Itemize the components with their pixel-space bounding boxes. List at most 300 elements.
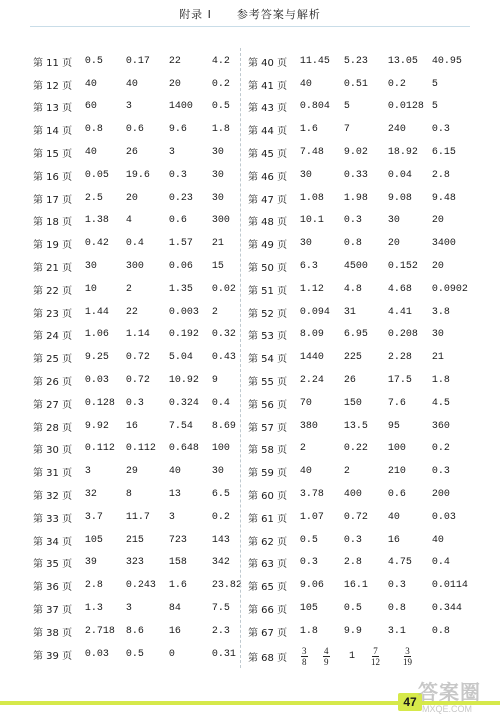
answer-value: 6.5 — [211, 489, 230, 501]
answer-value: 30 — [211, 169, 224, 181]
page-label: 第 39 页 — [33, 650, 73, 662]
answer-value: 105 — [299, 603, 318, 615]
answer-row — [33, 483, 253, 506]
answer-value: 2.8 — [431, 169, 450, 181]
answer-value: 0.06 — [168, 261, 193, 273]
answer-value: 0.112 — [125, 443, 156, 455]
answer-value: 32 — [84, 489, 97, 501]
answer-value: 70 — [299, 397, 312, 409]
answer-value: 4500 — [343, 261, 368, 273]
answer-row-fractions — [248, 643, 468, 671]
answer-value: 143 — [211, 534, 230, 546]
answer-value: 3400 — [431, 238, 456, 250]
answer-value: 30 — [84, 261, 97, 273]
page-label: 第 33 页 — [33, 513, 73, 525]
answer-value: 2.718 — [84, 625, 115, 637]
page-number: 47 — [398, 693, 422, 711]
answer-value: 4 — [125, 215, 132, 227]
fraction — [403, 646, 412, 667]
answer-value: 0.324 — [168, 397, 199, 409]
fraction-cell — [301, 646, 323, 667]
answer-value: 10.92 — [168, 375, 199, 387]
fraction-cell — [403, 646, 433, 667]
answer-value: 0.03 — [431, 511, 456, 523]
answer-value: 40 — [84, 78, 97, 90]
answer-row — [33, 210, 253, 233]
answer-value: 20 — [431, 261, 444, 273]
answer-value: 1.57 — [168, 238, 193, 250]
answer-row — [33, 438, 253, 461]
header-rule — [30, 26, 470, 27]
answer-row — [248, 232, 468, 255]
answer-value: 0.8 — [343, 238, 362, 250]
answer-value: 7 — [343, 124, 350, 136]
answer-row — [33, 187, 253, 210]
answer-row — [248, 255, 468, 278]
answer-value: 0.8 — [431, 625, 450, 637]
page-label: 第 50 页 — [248, 263, 288, 275]
page-label: 第 18 页 — [33, 217, 73, 229]
page-label: 第 60 页 — [248, 491, 288, 503]
fraction-denominator: 8 — [302, 657, 307, 668]
answer-value: 30 — [299, 169, 312, 181]
answer-value: 2.28 — [387, 352, 412, 364]
answer-value: 2 — [125, 283, 132, 295]
answer-value: 0.3 — [431, 466, 450, 478]
answer-value: 26 — [343, 375, 356, 387]
page-label: 第 54 页 — [248, 354, 288, 366]
answer-value: 30 — [211, 466, 224, 478]
answer-row — [33, 415, 253, 438]
answer-value: 2.24 — [299, 375, 324, 387]
answer-value: 1.98 — [343, 192, 368, 204]
answer-row — [248, 460, 468, 483]
page-label: 第 48 页 — [248, 217, 288, 229]
answer-value: 0.4 — [211, 397, 230, 409]
answer-value: 0 — [168, 648, 175, 660]
fraction-cell — [323, 646, 349, 667]
answer-value: 16 — [125, 420, 138, 432]
answer-value: 0.22 — [343, 443, 368, 455]
answer-value: 0.3 — [431, 124, 450, 136]
answer-value: 0.51 — [343, 78, 368, 90]
page-label: 第 55 页 — [248, 377, 288, 389]
page-label: 第 61 页 — [248, 513, 288, 525]
answer-value: 0.32 — [211, 329, 236, 341]
answer-value: 323 — [125, 557, 144, 569]
answer-value: 200 — [431, 489, 450, 501]
answer-row — [33, 529, 253, 552]
page-label: 第 12 页 — [33, 80, 73, 92]
answer-value: 1.06 — [84, 329, 109, 341]
answer-value: 9.02 — [343, 147, 368, 159]
page-label: 第 66 页 — [248, 605, 288, 617]
answer-row — [33, 73, 253, 96]
answer-value: 0.128 — [84, 397, 115, 409]
answer-value: 0.6 — [125, 124, 144, 136]
answer-row — [33, 50, 253, 73]
answer-value: 16.1 — [343, 580, 368, 592]
answer-value: 0.2 — [211, 511, 230, 523]
watermark-logo — [418, 676, 498, 718]
page-label: 第 56 页 — [248, 399, 288, 411]
page-label: 第 14 页 — [33, 126, 73, 138]
answer-value: 9.06 — [299, 580, 324, 592]
answer-value: 0.8 — [84, 124, 103, 136]
answer-value: 100 — [211, 443, 230, 455]
answer-value: 380 — [299, 420, 318, 432]
answer-value: 5 — [431, 78, 438, 90]
answer-value: 0.648 — [168, 443, 199, 455]
page-label: 第 32 页 — [33, 491, 73, 503]
answer-value: 40 — [299, 466, 312, 478]
page-label: 第 65 页 — [248, 582, 288, 594]
answer-value: 6.3 — [299, 261, 318, 273]
answer-value: 0.04 — [387, 169, 412, 181]
answer-row — [33, 141, 253, 164]
page-label: 第 21 页 — [33, 263, 73, 275]
page-label: 第 37 页 — [33, 605, 73, 617]
answer-value: 7.5 — [211, 603, 230, 615]
answer-value: 0.0902 — [431, 283, 468, 295]
answer-row — [248, 346, 468, 369]
answer-value: 9.92 — [84, 420, 109, 432]
answer-value: 4.75 — [387, 557, 412, 569]
answer-value: 150 — [343, 397, 362, 409]
answer-value: 9.25 — [84, 352, 109, 364]
answer-row — [248, 324, 468, 347]
answer-value: 2 — [343, 466, 350, 478]
page-label: 第 52 页 — [248, 308, 288, 320]
answer-value: 23.82 — [211, 580, 242, 592]
fraction-denominator: 9 — [324, 657, 329, 668]
answer-value: 6.95 — [343, 329, 368, 341]
answer-value: 20 — [387, 238, 400, 250]
page-label: 第 68 页 — [248, 653, 288, 665]
answer-value: 1440 — [299, 352, 324, 364]
answer-value: 3 — [125, 101, 132, 113]
answer-value: 21 — [211, 238, 224, 250]
column-divider — [240, 48, 241, 668]
answer-value: 11.7 — [125, 511, 150, 523]
answer-value: 29 — [125, 466, 138, 478]
page-label: 第 26 页 — [33, 377, 73, 389]
answer-value: 1.38 — [84, 215, 109, 227]
answer-row — [248, 574, 468, 597]
answer-value: 723 — [168, 534, 187, 546]
answer-value: 0.4 — [431, 557, 450, 569]
answer-value: 0.094 — [299, 306, 330, 318]
page-label: 第 24 页 — [33, 331, 73, 343]
answer-row — [33, 369, 253, 392]
page-label: 第 62 页 — [248, 536, 288, 548]
answer-value: 0.03 — [84, 375, 109, 387]
answer-row — [33, 278, 253, 301]
answer-value: 7.48 — [299, 147, 324, 159]
answer-row — [33, 643, 253, 666]
answer-value: 15 — [211, 261, 224, 273]
answer-row — [248, 506, 468, 529]
answer-value: 16 — [387, 534, 400, 546]
answer-value: 19.6 — [125, 169, 150, 181]
answer-value: 0.4 — [125, 238, 144, 250]
answer-value: 0.2 — [387, 78, 406, 90]
answer-value: 10.1 — [299, 215, 324, 227]
answer-value: 3.8 — [431, 306, 450, 318]
fraction-numerator: 7 — [373, 646, 378, 657]
answer-value: 60 — [84, 101, 97, 113]
answer-value: 0.243 — [125, 580, 156, 592]
answer-value: 9.48 — [431, 192, 456, 204]
answer-value: 0.5 — [299, 534, 318, 546]
page-label: 第 67 页 — [248, 627, 288, 639]
answer-row — [248, 415, 468, 438]
answer-value: 9.9 — [343, 625, 362, 637]
page-label: 第 22 页 — [33, 285, 73, 297]
answer-value: 4.5 — [431, 397, 450, 409]
answer-value: 0.3 — [125, 397, 144, 409]
answer-value: 31 — [343, 306, 356, 318]
answer-value: 4.68 — [387, 283, 412, 295]
page-label: 第 59 页 — [248, 468, 288, 480]
fraction-numerator: 3 — [405, 646, 410, 657]
answer-value: 3 — [168, 147, 175, 159]
answer-value: 5 — [431, 101, 438, 113]
answer-value: 8.6 — [125, 625, 144, 637]
answer-value: 342 — [211, 557, 230, 569]
answer-value: 300 — [211, 215, 230, 227]
answer-row — [33, 164, 253, 187]
appendix-label: 附录 I — [179, 8, 212, 21]
answer-row — [33, 346, 253, 369]
answer-value: 0.6 — [387, 489, 406, 501]
answer-value: 3 — [168, 511, 175, 523]
answer-value: 13.05 — [387, 55, 418, 67]
answer-value: 10 — [84, 283, 97, 295]
answer-value: 26 — [125, 147, 138, 159]
page-label: 第 36 页 — [33, 582, 73, 594]
answer-value: 39 — [84, 557, 97, 569]
answer-value: 0.208 — [387, 329, 418, 341]
answer-value: 3.1 — [387, 625, 406, 637]
fraction — [323, 646, 330, 667]
answer-value: 1 — [349, 651, 356, 663]
answer-row — [33, 324, 253, 347]
page-label: 第 25 页 — [33, 354, 73, 366]
answer-value: 0.112 — [84, 443, 115, 455]
answer-value: 5 — [343, 101, 350, 113]
answer-row — [33, 620, 253, 643]
answer-row — [248, 141, 468, 164]
answer-row — [33, 552, 253, 575]
answer-value: 13.5 — [343, 420, 368, 432]
fraction-cell — [371, 646, 403, 667]
answer-value: 9.08 — [387, 192, 412, 204]
answer-value: 3 — [84, 466, 91, 478]
answer-value: 215 — [125, 534, 144, 546]
page-label: 第 63 页 — [248, 559, 288, 571]
answer-value: 1400 — [168, 101, 193, 113]
page-label: 第 13 页 — [33, 103, 73, 115]
answer-value: 0.003 — [168, 306, 199, 318]
answer-value: 8 — [125, 489, 132, 501]
answer-value: 40 — [431, 534, 444, 546]
answer-row — [248, 278, 468, 301]
answer-value: 1.8 — [431, 375, 450, 387]
answer-value: 0.03 — [84, 648, 109, 660]
answer-value: 1.35 — [168, 283, 193, 295]
answer-value: 5.23 — [343, 55, 368, 67]
answer-row — [248, 187, 468, 210]
answer-value: 0.05 — [84, 169, 109, 181]
answer-row — [33, 255, 253, 278]
answer-value: 0.3 — [343, 215, 362, 227]
answer-row — [248, 552, 468, 575]
page-label: 第 51 页 — [248, 285, 288, 297]
answer-row — [33, 232, 253, 255]
answer-value: 20 — [168, 78, 181, 90]
answer-value: 11.45 — [299, 55, 330, 67]
answer-value: 105 — [84, 534, 103, 546]
answer-row — [33, 96, 253, 119]
answer-value: 30 — [299, 238, 312, 250]
answer-value: 0.804 — [299, 101, 330, 113]
answer-value: 0.0128 — [387, 101, 424, 113]
page-label: 第 23 页 — [33, 308, 73, 320]
fraction-numerator: 4 — [324, 646, 329, 657]
answer-value: 4.8 — [343, 283, 362, 295]
answer-value: 7.54 — [168, 420, 193, 432]
answer-value: 0.5 — [125, 648, 144, 660]
answer-value: 6.15 — [431, 147, 456, 159]
answer-value: 0.23 — [168, 192, 193, 204]
answer-value: 20 — [125, 192, 138, 204]
answer-row — [248, 73, 468, 96]
answer-value: 1.07 — [299, 511, 324, 523]
answer-row — [33, 506, 253, 529]
answer-value: 4.2 — [211, 55, 230, 67]
answer-value: 0.6 — [168, 215, 187, 227]
answer-value: 0.3 — [343, 534, 362, 546]
answer-row — [33, 597, 253, 620]
answer-value: 1.12 — [299, 283, 324, 295]
answer-value: 84 — [168, 603, 181, 615]
answer-value: 40 — [387, 511, 400, 523]
page-header — [0, 6, 500, 22]
answer-value: 0.17 — [125, 55, 150, 67]
answer-value: 0.3 — [387, 580, 406, 592]
answer-value: 0.2 — [211, 78, 230, 90]
fraction-denominator: 19 — [403, 657, 412, 668]
answer-value: 2.5 — [84, 192, 103, 204]
page-label: 第 46 页 — [248, 171, 288, 183]
answer-row — [248, 529, 468, 552]
answer-value: 0.02 — [211, 283, 236, 295]
page-label: 第 31 页 — [33, 468, 73, 480]
answer-row — [33, 392, 253, 415]
answer-value: 40 — [84, 147, 97, 159]
answer-value: 2.8 — [84, 580, 103, 592]
page-label: 第 38 页 — [33, 627, 73, 639]
answer-value: 0.192 — [168, 329, 199, 341]
answer-row — [248, 96, 468, 119]
answer-row — [248, 369, 468, 392]
page-label: 第 16 页 — [33, 171, 73, 183]
answer-value: 16 — [168, 625, 181, 637]
answer-value: 360 — [431, 420, 450, 432]
answer-row — [33, 118, 253, 141]
page-label: 第 34 页 — [33, 536, 73, 548]
answer-row — [248, 438, 468, 461]
answer-value: 1.8 — [299, 625, 318, 637]
answer-value: 7.6 — [387, 397, 406, 409]
answer-value: 18.92 — [387, 147, 418, 159]
page-label: 第 49 页 — [248, 240, 288, 252]
answer-value: 210 — [387, 466, 406, 478]
answer-value: 158 — [168, 557, 187, 569]
answer-row — [248, 164, 468, 187]
answer-value: 20 — [431, 215, 444, 227]
answer-value: 4.41 — [387, 306, 412, 318]
answer-value: 2 — [211, 306, 218, 318]
answer-value: 0.5 — [84, 55, 103, 67]
answer-value: 95 — [387, 420, 400, 432]
answer-value: 40 — [299, 78, 312, 90]
answer-value: 3.7 — [84, 511, 103, 523]
answer-value: 17.5 — [387, 375, 412, 387]
fraction — [301, 646, 308, 667]
answer-value: 0.2 — [431, 443, 450, 455]
answer-value: 2.3 — [211, 625, 230, 637]
page-label: 第 53 页 — [248, 331, 288, 343]
page-label: 第 47 页 — [248, 194, 288, 206]
answer-row — [248, 118, 468, 141]
answer-row — [248, 620, 468, 643]
answer-value: 0.344 — [431, 603, 462, 615]
answer-value: 0.152 — [387, 261, 418, 273]
answer-row — [248, 50, 468, 73]
page-label: 第 30 页 — [33, 445, 73, 457]
answer-value: 0.5 — [211, 101, 230, 113]
answer-value: 0.3 — [168, 169, 187, 181]
answer-row — [248, 210, 468, 233]
answer-value: 40 — [125, 78, 138, 90]
fraction — [371, 646, 380, 667]
fraction-numerator: 3 — [302, 646, 307, 657]
answer-row — [248, 301, 468, 324]
right-answer-column — [248, 50, 468, 671]
answer-value: 8.09 — [299, 329, 324, 341]
page-label: 第 41 页 — [248, 80, 288, 92]
answer-value: 2.8 — [343, 557, 362, 569]
answer-value: 1.14 — [125, 329, 150, 341]
page-label: 第 44 页 — [248, 126, 288, 138]
left-answer-column — [33, 50, 253, 666]
answer-value: 1.08 — [299, 192, 324, 204]
page-label: 第 40 页 — [248, 57, 288, 69]
answer-value: 21 — [431, 352, 444, 364]
answer-row — [33, 301, 253, 324]
answer-row — [33, 574, 253, 597]
page-label: 第 58 页 — [248, 445, 288, 457]
page-label: 第 11 页 — [33, 57, 73, 69]
answer-value: 30 — [387, 215, 400, 227]
answer-value: 0.72 — [125, 352, 150, 364]
answer-value: 30 — [431, 329, 444, 341]
answer-value: 3.78 — [299, 489, 324, 501]
answer-value: 2 — [299, 443, 306, 455]
page-label: 第 17 页 — [33, 194, 73, 206]
